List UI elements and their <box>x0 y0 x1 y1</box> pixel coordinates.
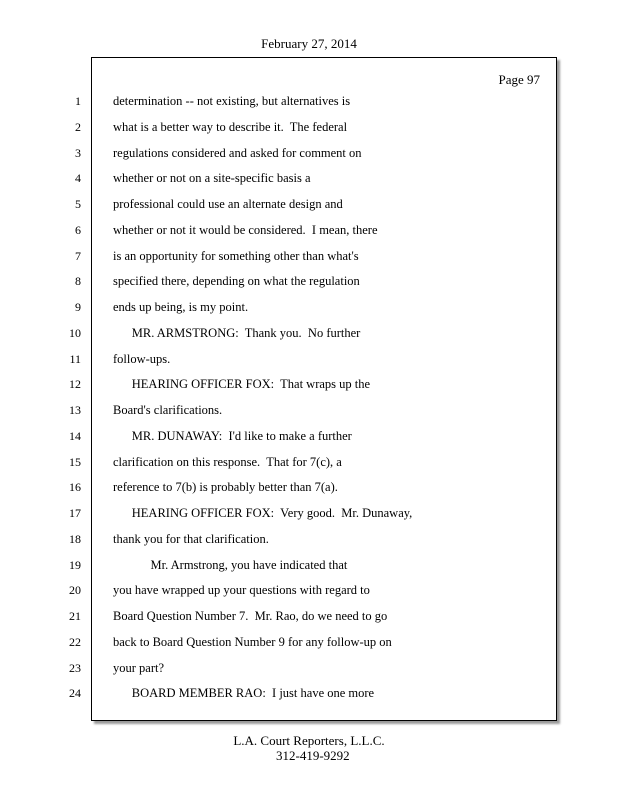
transcript-line <box>0 377 618 397</box>
line-text: clarification on this response. That for 7(c), a <box>113 454 342 469</box>
line-text: BOARD MEMBER RAO: I just have one more <box>113 686 375 701</box>
line-text: MR. DUNAWAY: I'd like to make a further <box>113 428 352 443</box>
line-text: what is a better way to describe it. The federal <box>113 119 348 134</box>
line-text: Board's clarifications. <box>113 403 223 417</box>
footer-company: L.A. Court Reporters, L.L.C. <box>233 733 385 748</box>
line-text: MR. ARMSTRONG: Thank you. No further <box>113 325 361 340</box>
transcript-line <box>0 480 618 500</box>
line-text: ends up being, is my point. <box>113 300 249 314</box>
line-number: 16 <box>69 480 81 495</box>
line-text: thank you for that clarification. <box>113 531 269 546</box>
line-number: 9 <box>75 300 81 314</box>
transcript-line <box>0 120 618 140</box>
transcript-line <box>0 326 618 346</box>
line-number: 23 <box>69 660 81 675</box>
line-text: you have wrapped up your questions with regard to <box>113 583 370 598</box>
line-text: follow-ups. <box>113 351 171 366</box>
line-text: HEARING OFFICER FOX: That wraps up the <box>113 377 371 392</box>
line-number: 11 <box>69 351 81 366</box>
line-text: your part? <box>113 660 165 675</box>
line-number: 6 <box>75 222 81 237</box>
transcript-line <box>0 352 618 372</box>
line-text: determination -- not existing, but alternatives is <box>113 94 351 108</box>
transcript-line <box>0 686 618 706</box>
transcript-date: February 27, 2014 <box>261 36 357 51</box>
line-number: 1 <box>75 94 81 108</box>
line-number: 19 <box>69 557 81 572</box>
transcript-line <box>0 274 618 294</box>
line-text: professional could use an alternate design and <box>113 197 343 211</box>
line-text: HEARING OFFICER FOX: Very good. Mr. Dunaway, <box>113 506 413 520</box>
transcript-line <box>0 403 618 423</box>
line-number: 3 <box>75 145 81 160</box>
line-text: whether or not it would be considered. I mean, there <box>113 222 378 237</box>
line-number: 13 <box>69 403 81 417</box>
line-text: back to Board Question Number 9 for any follow-up on <box>113 634 392 649</box>
line-number: 12 <box>69 377 81 392</box>
line-number: 15 <box>69 454 81 469</box>
page-number: Page 97 <box>498 72 540 87</box>
line-number: 20 <box>69 583 81 598</box>
transcript-line <box>0 197 618 217</box>
line-number: 2 <box>75 119 81 134</box>
line-number: 8 <box>75 274 81 289</box>
line-number: 14 <box>69 428 81 443</box>
line-text: whether or not on a site-specific basis a <box>113 171 311 186</box>
line-number: 17 <box>69 506 81 520</box>
footer-phone: 312-419-9292 <box>276 748 350 763</box>
transcript-line <box>0 635 618 655</box>
transcript-line <box>0 532 618 552</box>
line-text: Board Question Number 7. Mr. Rao, do we need to go <box>113 609 388 623</box>
line-text: regulations considered and asked for comment on <box>113 145 362 160</box>
transcript-line <box>0 506 618 526</box>
transcript-line <box>0 94 618 114</box>
line-number: 5 <box>75 197 81 211</box>
line-text: is an opportunity for something other than what's <box>113 248 359 263</box>
line-text: specified there, depending on what the regulation <box>113 274 360 289</box>
transcript-line <box>0 223 618 243</box>
line-number: 7 <box>75 248 81 263</box>
transcript-line <box>0 583 618 603</box>
transcript-line <box>0 429 618 449</box>
transcript-line <box>0 558 618 578</box>
line-number: 4 <box>75 171 81 186</box>
line-number: 24 <box>69 686 81 701</box>
transcript-line <box>0 609 618 629</box>
line-text: reference to 7(b) is probably better than 7(a). <box>113 480 338 495</box>
transcript-line <box>0 249 618 269</box>
transcript-line <box>0 146 618 166</box>
line-number: 21 <box>69 609 81 623</box>
transcript-line <box>0 455 618 475</box>
line-text: Mr. Armstrong, you have indicated that <box>113 557 348 572</box>
transcript-line <box>0 171 618 191</box>
transcript-line <box>0 661 618 681</box>
transcript-line <box>0 300 618 320</box>
line-number: 10 <box>69 325 81 340</box>
line-number: 18 <box>69 531 81 546</box>
line-number: 22 <box>69 634 81 649</box>
